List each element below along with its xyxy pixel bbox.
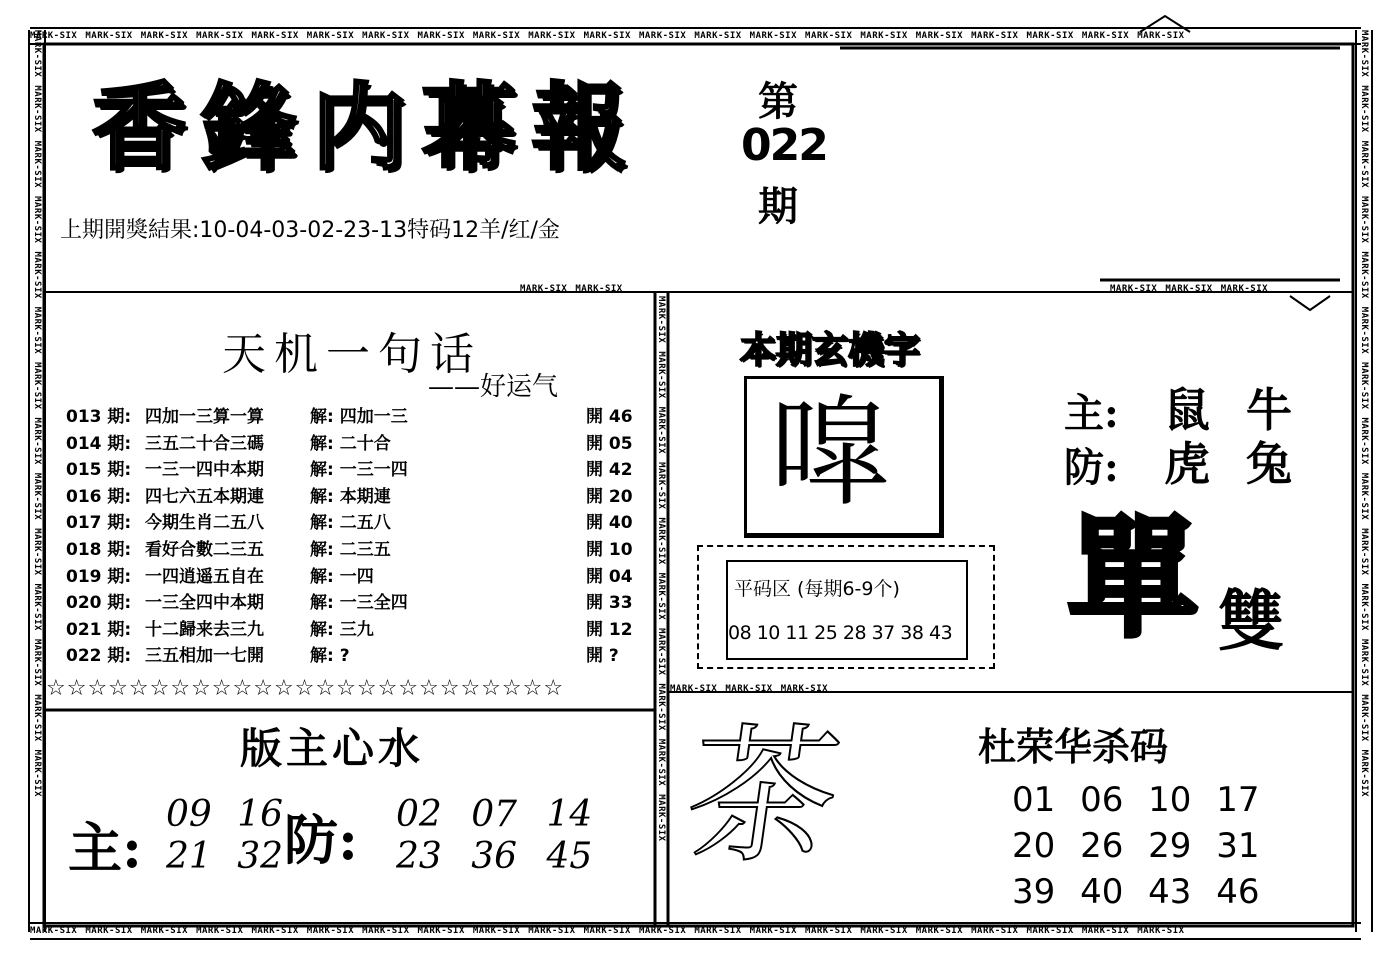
banzhu-title: 版主心水 <box>240 724 425 773</box>
riddle-table <box>66 402 636 668</box>
pingma-title: 平码区 (每期6-9个) <box>734 578 900 600</box>
odd-even-main: 單 <box>1068 503 1199 655</box>
zodiac-zhu-label: 主: <box>1064 390 1119 437</box>
kill-code-line2: 20 26 29 31 <box>1012 826 1260 866</box>
watermark-band-mid-right: MARK-SIX MARK-SIX MARK-SIX <box>1110 284 1269 294</box>
riddle-row: 018 期: 看好合數二三五 解: 二三五 開 10 <box>66 539 633 560</box>
zodiac-zhu-value: 鼠 牛 <box>1164 383 1303 437</box>
riddle-row: 014 期: 三五二十合三碼 解: 二十合 開 05 <box>66 433 633 454</box>
pingma-numbers: 08 10 11 25 28 37 38 43 <box>728 622 953 644</box>
issue-prefix: 第 <box>758 78 798 125</box>
banzhu-zhu-line1: 09 16 <box>166 794 284 835</box>
last-draw-result: 上期開獎結果:10-04-03-02-23-13特码12羊/红/金 <box>60 218 560 243</box>
banzhu-zhu-line2: 21 32 <box>166 836 284 877</box>
kill-code-line3: 39 40 43 46 <box>1012 872 1260 912</box>
banzhu-fang-line2: 23 36 45 <box>396 836 593 877</box>
kill-code-title: 杜荣华杀码 <box>978 724 1169 769</box>
riddle-row: 017 期: 今期生肖二五八 解: 二五八 開 40 <box>66 513 633 534</box>
page-title: 香鋒内幕報 <box>92 73 643 183</box>
riddle-row: 022 期: 三五相加一七開 解: ? 開 ? <box>66 646 619 667</box>
zodiac-fang-value: 虎 兔 <box>1164 437 1303 491</box>
issue-suffix: 期 <box>758 183 798 230</box>
riddle-row: 020 期: 一三全四中本期 解: 一三全四 開 33 <box>66 593 633 614</box>
watermark-band-right: MARK-SIXMARK-SIXMARK-SIXMARK-SIXMARK-SIXMARK-SIXMARK-SIXMARK-SIXMARK-SIXMARK-SIXMARK-SIXMARK-SIXMARK-SIXMARK-SIX <box>1355 30 1373 932</box>
banzhu-fang-label: 防: <box>284 808 358 872</box>
kill-code-line1: 01 06 10 17 <box>1012 780 1260 820</box>
watermark-band-bottom: MARK-SIX MARK-SIX MARK-SIX MARK-SIX MARK-SIX MARK-SIX MARK-SIX MARK-SIX MARK-SIX MARK-SIX MARK-SIX MARK-SIX MARK-SIX MARK-SIX MARK-SIX MARK-SIX MARK-SIX MARK-SIX MARK-SIX MARK-SIX MARK-SIX <box>30 922 1361 940</box>
watermark-band-left: MARK-SIXMARK-SIXMARK-SIXMARK-SIXMARK-SIXMARK-SIXMARK-SIXMARK-SIXMARK-SIXMARK-SIXMARK-SIXMARK-SIXMARK-SIXMARK-SIX <box>28 30 46 932</box>
xuanji-char: 噑 <box>770 384 890 523</box>
watermark-band-center: MARK-SIXMARK-SIXMARK-SIXMARK-SIXMARK-SIXMARK-SIXMARK-SIXMARK-SIXMARK-SIXMARK-SIX <box>656 296 666 842</box>
xuanji-title: 本期玄機字 <box>740 330 921 371</box>
tianji-subtitle: ——好运气 <box>428 372 559 402</box>
riddle-row: 015 期: 一三一四中本期 解: 一三一四 開 42 <box>66 460 633 481</box>
banzhu-fang-line1: 02 07 14 <box>396 794 593 835</box>
riddle-row: 013 期: 四加一三算一算 解: 四加一三 開 46 <box>66 407 633 427</box>
art-character: 茶 <box>675 710 851 884</box>
banzhu-zhu-label: 主: <box>68 816 142 880</box>
watermark-band-lower: MARK-SIX MARK-SIX MARK-SIX <box>670 684 829 694</box>
watermark-band-mid: MARK-SIX MARK-SIX <box>520 284 623 294</box>
odd-even-sub: 雙 <box>1218 583 1284 660</box>
watermark-band-top: MARK-SIX MARK-SIX MARK-SIX MARK-SIX MARK-SIX MARK-SIX MARK-SIX MARK-SIX MARK-SIX MARK-SIX MARK-SIX MARK-SIX MARK-SIX MARK-SIX MARK-SIX MARK-SIX MARK-SIX MARK-SIX MARK-SIX MARK-SIX MARK-SIX <box>30 27 1361 45</box>
riddle-row: 016 期: 四七六五本期連 解: 本期連 開 20 <box>66 486 633 507</box>
zodiac-fang-label: 防: <box>1064 444 1119 491</box>
star-divider: ☆☆☆☆☆☆☆☆☆☆☆☆☆☆☆☆☆☆☆☆☆☆☆☆☆ <box>46 676 565 701</box>
riddle-row: 021 期: 十二歸来去三九 解: 三九 開 12 <box>66 619 633 640</box>
riddle-row: 019 期: 一四逍遥五自在 解: 一四 開 04 <box>66 566 633 587</box>
tianji-title: 天机一句话 <box>222 329 482 380</box>
issue-number: 022 <box>741 120 827 171</box>
